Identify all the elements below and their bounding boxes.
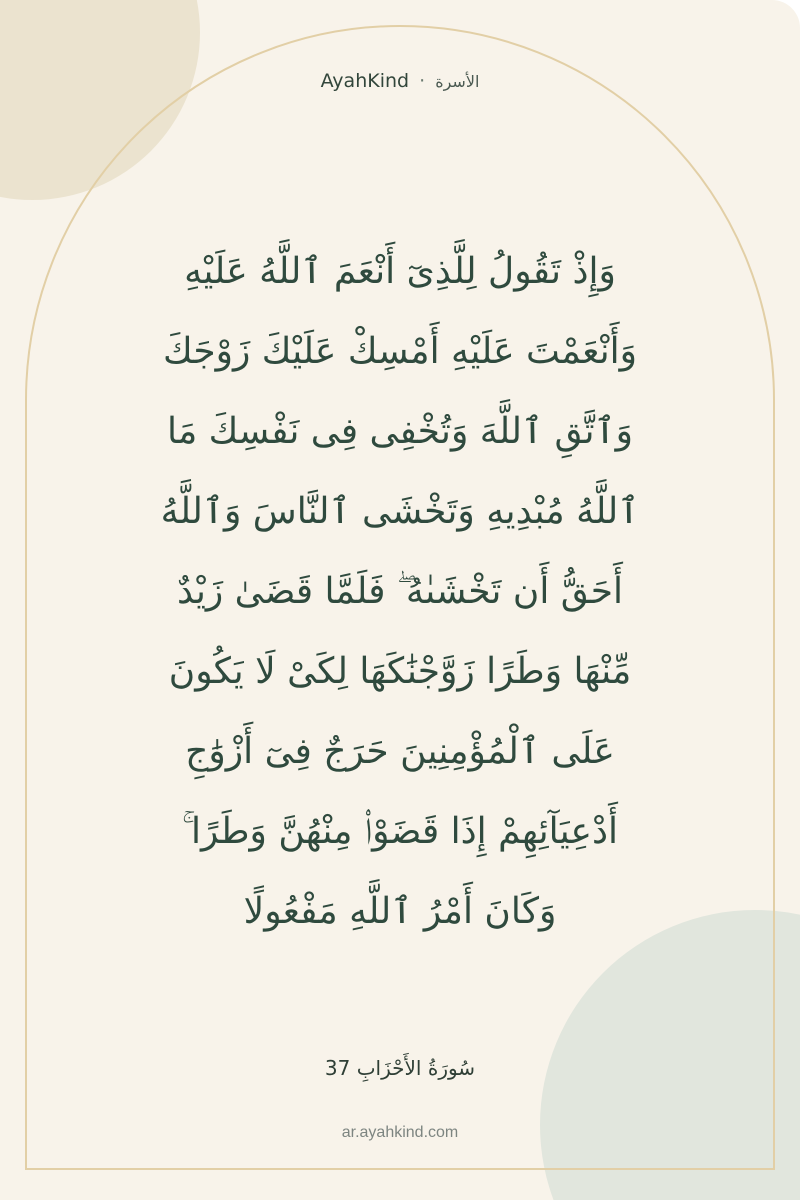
category-label: الأسرة xyxy=(435,72,480,91)
verse-line: ٱللَّهُ مُبْدِيهِ وَتَخْشَى ٱلنَّاسَ وَٱللَّهُ xyxy=(160,491,640,532)
verse-line: أَدْعِيَآئِهِمْ إِذَا قَضَوْا۟ مِنْهُنَّ وَطَرًا ۚ xyxy=(181,811,619,852)
verse-line: وَكَانَ أَمْرُ ٱللَّهِ مَفْعُولًا xyxy=(243,891,557,932)
website-url[interactable]: ar.ayahkind.com xyxy=(341,1124,459,1141)
brand-header xyxy=(0,70,800,92)
brand-name: AyahKind xyxy=(320,70,410,92)
brand-separator: · xyxy=(419,70,426,92)
verse-line: أَحَقُّ أَن تَخْشَىٰهُ ۖ فَلَمَّا قَضَىٰ زَيْدٌ xyxy=(176,571,624,612)
verse-line: وَأَنْعَمْتَ عَلَيْهِ أَمْسِكْ عَلَيْكَ زَوْجَكَ xyxy=(163,331,637,372)
verse-line: مِّنْهَا وَطَرًا زَوَّجْنَٰكَهَا لِكَىْ لَا يَكُونَ xyxy=(168,651,632,692)
verse-text xyxy=(80,232,720,952)
verse-line: وَإِذْ تَقُولُ لِلَّذِىٓ أَنْعَمَ ٱللَّهُ عَلَيْهِ xyxy=(184,251,616,292)
verse-line: وَٱتَّقِ ٱللَّهَ وَتُخْفِى فِى نَفْسِكَ مَا xyxy=(166,411,634,452)
verse-line: عَلَى ٱلْمُؤْمِنِينَ حَرَجٌ فِىٓ أَزْوَٰجِ xyxy=(185,731,615,772)
surah-reference: سُورَةُ الأَحْزَابِ 37 xyxy=(324,1056,476,1080)
